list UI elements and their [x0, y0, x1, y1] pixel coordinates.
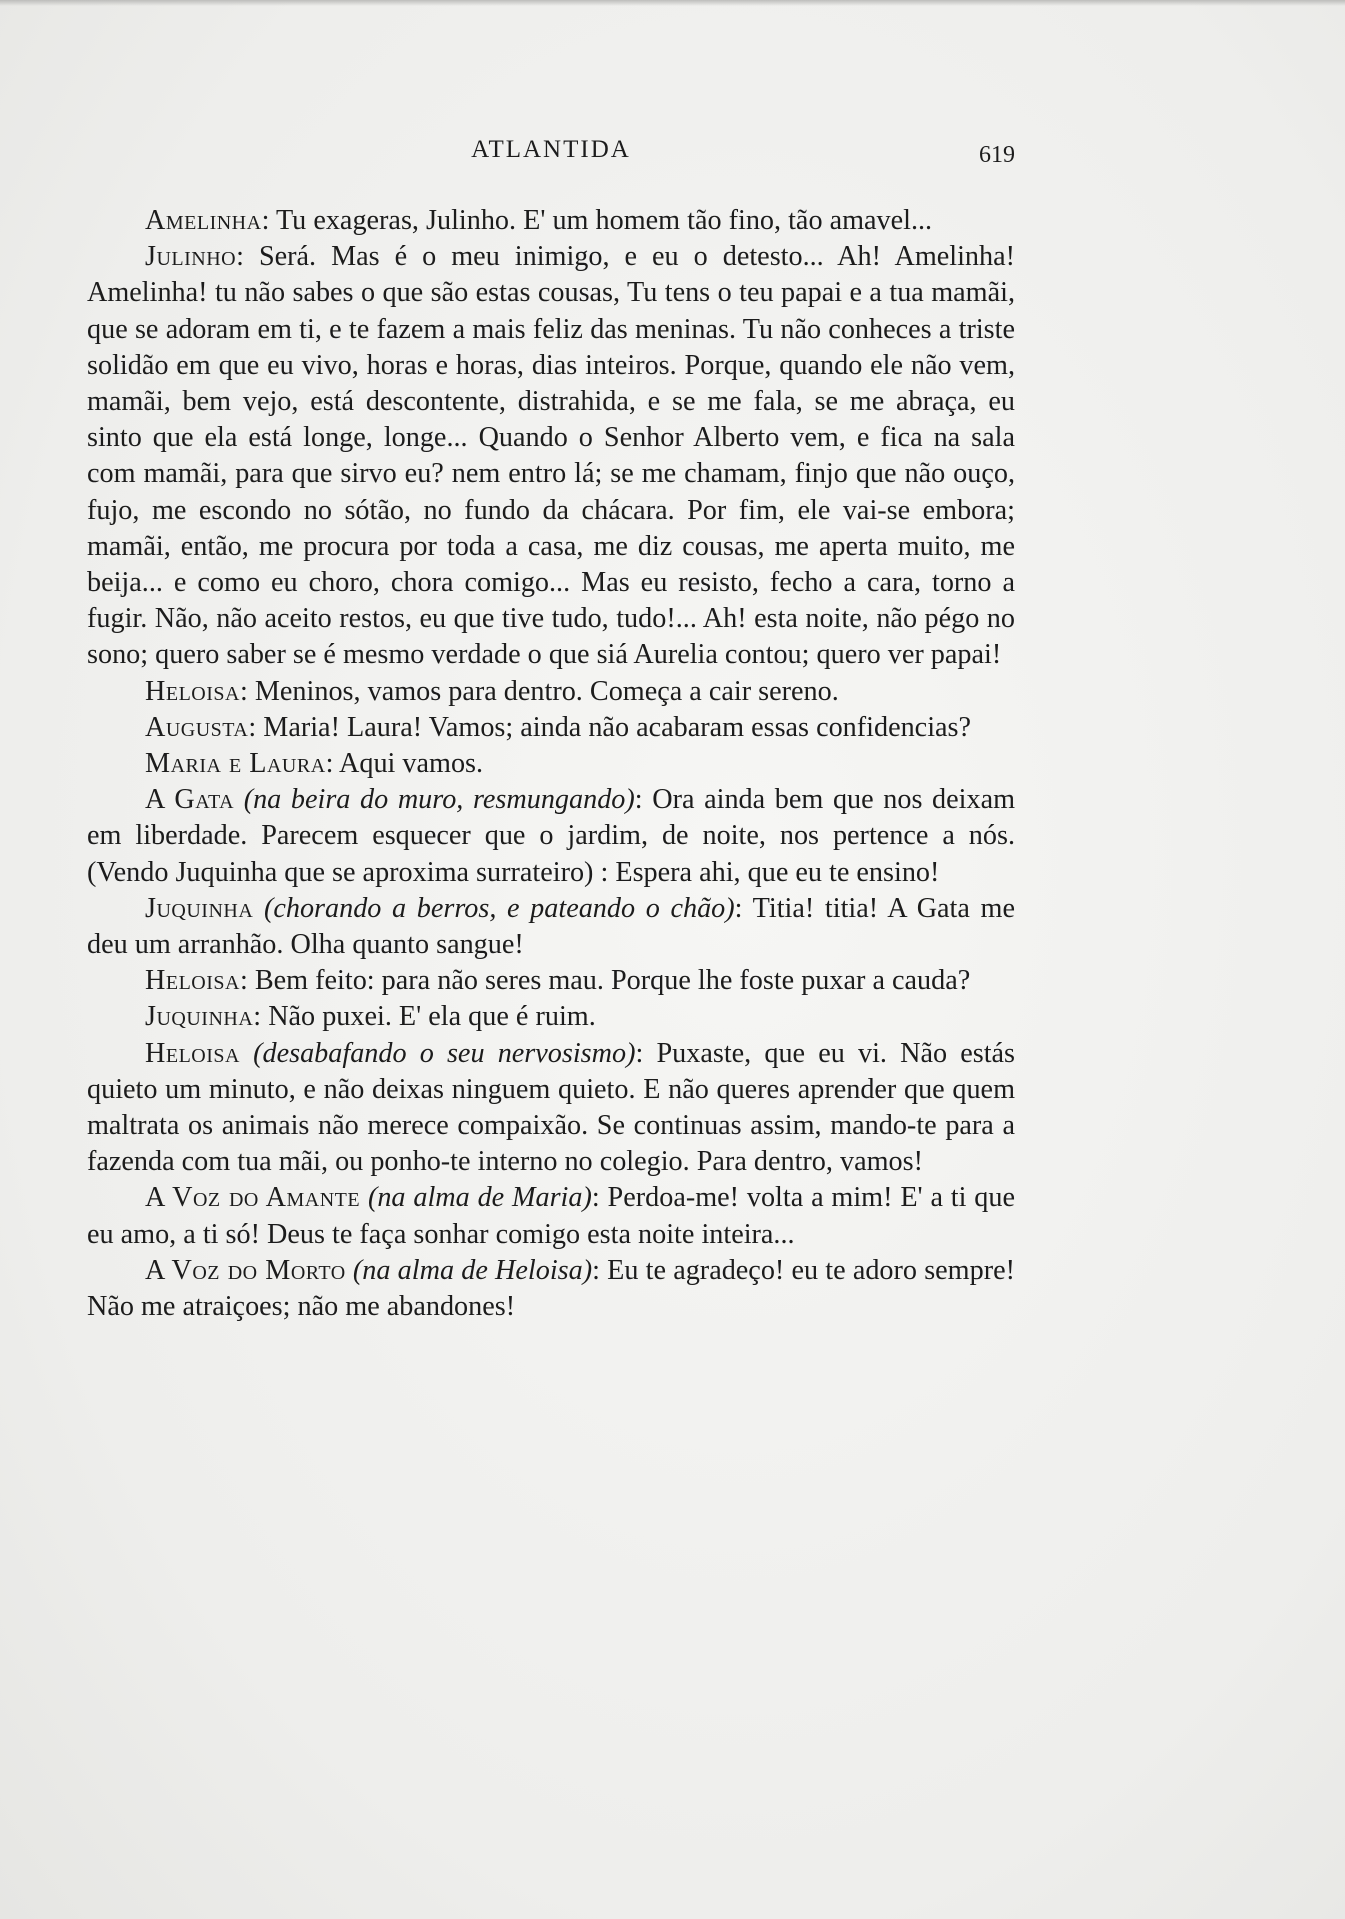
speaker-colon: : [592, 1254, 600, 1286]
speech-text: Titia! titia! A Gata me deu um arranhão. Olha quanto sangue! [87, 892, 1015, 961]
paragraph-juquinha-1 [87, 891, 1015, 963]
speaker-name: A Gata [145, 784, 235, 816]
running-head [87, 132, 1015, 172]
speaker-colon: : [261, 205, 270, 236]
speaker-name: Heloisa [145, 965, 240, 997]
speaker-colon: : [325, 748, 334, 780]
paragraph-gata [87, 782, 1015, 891]
speech-text: Não puxei. E' ela que é ruim. [261, 1001, 596, 1033]
speech-text: Maria! Laura! Vamos; ainda não acabaram essas confidencias? [256, 711, 972, 743]
speaker-colon: : [248, 711, 257, 743]
speech-text: Aqui vamos. [333, 748, 484, 780]
stage-direction: (na alma de Maria) [360, 1182, 592, 1214]
speaker-name: Amelinha [145, 205, 262, 236]
speech-text: Puxaste, que eu vi. Não estás quieto um minuto, e não deixas ninguem quieto. E não queres aprender que quem maltrata os animais não merece compaixão. Se continuas assim, mando-te para a fazenda com tua mãi, ou ponho-te interno no colegio. Para dentro, vamos! [87, 1037, 1015, 1178]
speaker-name: Juquinha [145, 1001, 254, 1033]
speaker-colon: : [236, 241, 244, 273]
speech-text: Perdoa-me! volta a mim! E' a ti que eu amo, a ti só! Deus te faça sonhar comigo esta noite inteira... [87, 1182, 1015, 1250]
paragraph-voz-morto [87, 1253, 1015, 1325]
paragraph-augusta [87, 710, 1015, 746]
stage-direction: (na alma de Heloisa) [345, 1254, 593, 1286]
speaker-name: A Voz do Amante [145, 1182, 361, 1214]
speech-text: Será. Mas é o meu inimigo, e eu o detesto... Ah! Amelinha! Amelinha! tu não sabes o que são estas cousas, Tu tens o teu papai e a tua mamãi, que se adoram em ti, e te fazem a mais feliz das meninas. Tu não conheces a triste solidão em que eu vivo, horas e horas, dias inteiros. Porque, quando ele não vem, mamãi, bem vejo, está descontente, distrahida, e se me fala, se me abraça, eu sinto que ela está longe, longe... Quando o Senhor Alberto vem, e fica na sala com mamãi, para que sirvo eu? nem entro lá; se me chamam, finjo que não ouço, fujo, me escondo no sótão, no fundo da chácara. Por fim, ele vai-se embora; mamãi, então, me procura por toda a casa, me diz cousas, me aperta muito, me beija... e como eu choro, chora comigo... Mas eu resisto, fecho a cara, torno a fugir. Não, não aceito restos, eu que tive tudo, tudo!... Ah! esta noite, não pégo no sono; quero saber se é mesmo verdade o que siá Aurelia contou; quero ver papai! [87, 241, 1015, 671]
speaker-colon: : [734, 892, 743, 924]
paragraph-maria-laura [87, 746, 1015, 782]
speaker-name: Heloisa [145, 675, 240, 707]
paragraph-juquinha-2 [87, 999, 1015, 1035]
paragraph-voz-amante [87, 1180, 1015, 1252]
paragraph-julinho [87, 239, 1015, 673]
speaker-name: Juquinha [145, 892, 254, 924]
speaker-colon: : [239, 675, 248, 707]
speaker-colon: : [635, 1037, 644, 1069]
speech-text: Meninos, vamos para dentro. Começa a cair sereno. [247, 675, 839, 707]
paragraph-heloisa-1 [87, 674, 1015, 710]
paragraph-amelinha [87, 203, 1015, 239]
page-number: 619 [979, 142, 1015, 168]
paragraph-heloisa-3 [87, 1036, 1015, 1181]
running-title: ATLANTIDA [471, 136, 631, 163]
stage-direction: (chorando a berros, e pateando o chão) [253, 892, 735, 924]
speaker-name: A Voz do Morto [145, 1254, 346, 1286]
speaker-colon: : [253, 1001, 262, 1033]
speaker-name: Maria e Laura [145, 748, 326, 780]
speaker-name: Augusta [145, 711, 249, 743]
speech-text: Bem feito: para não seres mau. Porque lhe foste puxar a cauda? [247, 965, 971, 997]
speech-text: Ora ainda bem que nos deixam em liberdade. Parecem esquecer que o jardim, de noite, nos pertence a nós. (Vendo Juquinha que se aproxima surrateiro) : Espera ahi, que eu te ensino! [87, 784, 1016, 888]
speaker-colon: : [634, 784, 643, 816]
speaker-colon: : [591, 1182, 600, 1214]
text-body [87, 203, 1015, 1325]
speaker-colon: : [239, 965, 248, 997]
page-top-edge [0, 0, 1345, 6]
speech-text: Eu te agradeço! eu te adoro sempre! Não me atraiçoes; não me abandones! [87, 1254, 1015, 1323]
speaker-name: Julinho [145, 241, 237, 273]
speaker-name: Heloisa [145, 1037, 240, 1069]
speech-text: Tu exageras, Julinho. E' um homem tão fino, tão amavel... [269, 205, 933, 236]
paragraph-heloisa-2 [87, 963, 1015, 999]
stage-direction: (desabafando o seu nervosismo) [239, 1037, 636, 1069]
stage-direction: (na beira do muro, resmungando) [234, 784, 635, 816]
